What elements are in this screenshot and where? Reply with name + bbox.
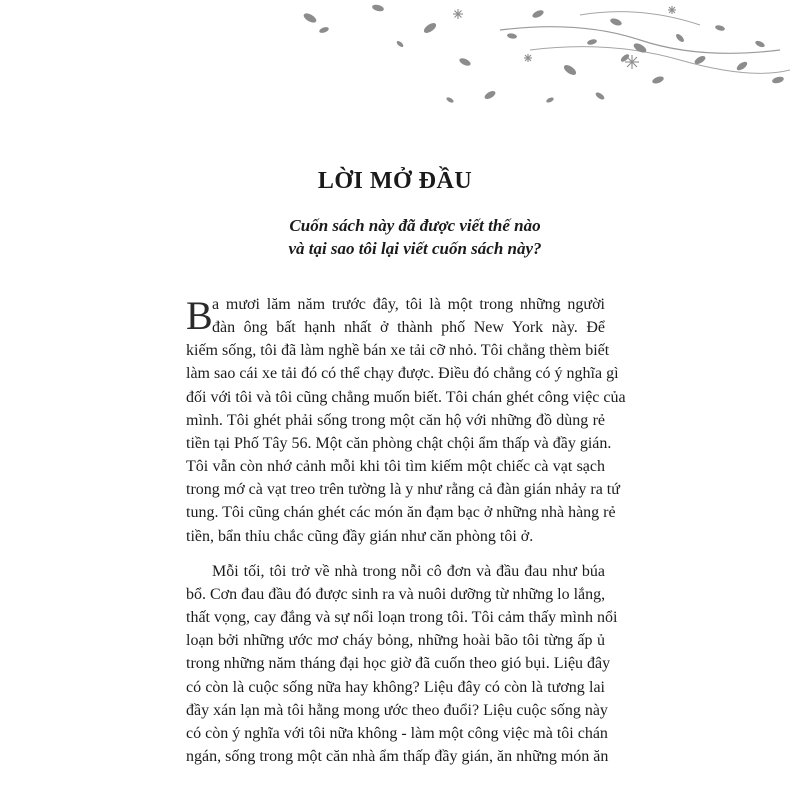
text-line: làm sao cái xe tải đó có thể chạy được. Điều đó chẳng có ý nghĩa gì — [186, 365, 619, 383]
text-line: ngán, sống trong một căn nhà ẩm thấp đầy gián, ăn những món ăn — [186, 747, 609, 765]
chapter-title: LỜI MỞ ĐẦU — [317, 168, 473, 194]
text-line: tiền tại Phố Tây 56. Một căn phòng chật chội ẩm thấp và đầy gián. — [186, 434, 612, 452]
text-line: thất vọng, cay đắng và sự nổi loạn trong tôi. Tôi cảm thấy mình nổi — [186, 609, 618, 627]
paragraph-1 — [186, 293, 626, 548]
falling-leaves-ornament — [280, 0, 790, 115]
text-line: trong mớ cà vạt treo trên tường là y như rằng cả đàn gián nhảy ra tứ — [186, 481, 620, 499]
text-line: đối với tôi và tôi cũng chẳng muốn biết. Tôi chán ghét công việc của — [186, 388, 626, 406]
text-line: trong những năm tháng đại học giờ đã cuốn theo gió bụi. Liệu đây — [186, 655, 611, 673]
subtitle-line-1: Cuốn sách này đã được viết thế nào — [289, 216, 541, 235]
text-line: đầy xán lạn mà tôi hằng mong ước theo đuổi? Liệu cuộc sống này — [186, 701, 608, 719]
text-line: Tôi vẫn còn nhớ cảnh mỗi khi tôi tìm kiếm một chiếc cà vạt sạch — [186, 458, 605, 476]
drop-cap-letter: B — [186, 293, 213, 338]
text-line: tiền, bẩn thỉu chắc cũng đầy gián như căn phòng tôi ở. — [186, 527, 534, 545]
text-line: đàn ông bất hạnh nhất ở thành phố New York này. Để — [212, 319, 605, 337]
text-line: a mươi lăm năm trước đây, tôi là một trong những người — [212, 296, 605, 313]
text-line: mình. Tôi ghét phải sống trong một căn hộ với những đồ dùng rẻ — [186, 411, 605, 429]
text-line: tung. Tôi cũng chán ghét các món ăn đạm bạc ở những nhà hàng rẻ — [186, 504, 616, 522]
paragraph-2 — [186, 560, 618, 768]
body-text — [186, 293, 626, 768]
paragraph-gap — [186, 548, 605, 560]
text-line: có còn là cuộc sống nữa hay không? Liệu đây có còn là tương lai — [186, 678, 605, 696]
text-line: kiếm sống, tôi đã làm nghề bán xe tải cỡ nhỏ. Tôi chẳng thèm biết — [186, 342, 610, 360]
text-line: Mỗi tối, tôi trở về nhà trong nỗi cô đơn và đầu đau như búa — [212, 562, 605, 580]
chapter-subtitle — [150, 214, 680, 260]
text-line: có còn ý nghĩa với tôi nữa không - làm một công việc mà tôi chán — [186, 724, 608, 742]
subtitle-line-2: và tại sao tôi lại viết cuốn sách này? — [288, 239, 542, 258]
text-line: loạn bởi những ước mơ cháy bỏng, những hoài bão tôi từng ấp ủ — [186, 632, 605, 650]
text-line: bổ. Cơn đau đầu đó được sinh ra và nuôi dưỡng từ những lo lắng, — [186, 585, 606, 603]
